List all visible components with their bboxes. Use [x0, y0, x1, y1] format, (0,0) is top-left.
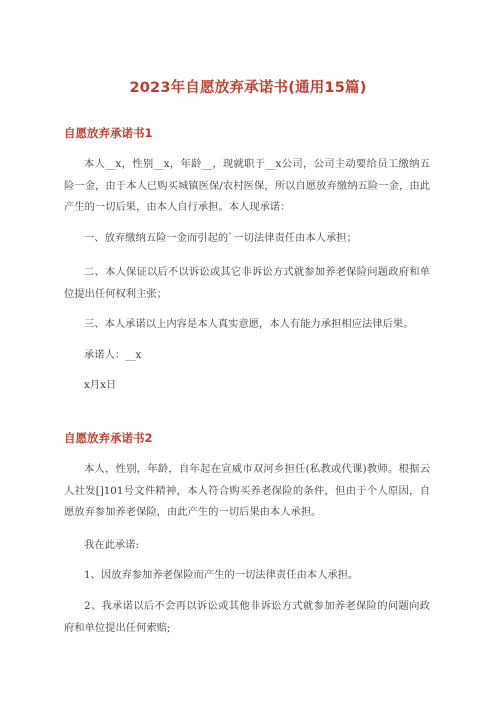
document-title: 2023年自愿放弃承诺书(通用15篇) [129, 80, 367, 96]
paragraph: 我在此承诺: [84, 539, 139, 551]
date-line: x月x日 [84, 379, 117, 391]
paragraph: 三、本人承诺以上内容是本人真实意愿，本人有能力承担相应法律后果。 [84, 318, 414, 330]
paragraph: 本人，性别，年龄，自年起在宣威市双河乡担任(私教或代课)教师。根据云人社发[]101号文件精神，本人符合购买养老保险的条件，但由于个人原因，自愿放弃参加养老保险，由此产生的一切后果由本人承担。 [64, 463, 430, 518]
paragraph: 本人__x，性别__x，年龄__，现就职于__x公司，公司主动要给员工缴纳五险一金，由于本人已购买城镇医保/农村医保，所以自愿放弃缴纳五险一金，由此产生的一切后果，由本人自行承担。本人现承诺： [64, 158, 430, 213]
paragraph: 一、放弃缴纳五险一金而引起的`一切法律责任由本人承担； [84, 232, 357, 244]
section-heading-2: 自愿放弃承诺书2 [64, 431, 153, 445]
section-heading-1: 自愿放弃承诺书1 [64, 126, 153, 140]
paragraph: 1、因放弃参加养老保险而产生的一切法律责任由本人承担。 [84, 569, 359, 581]
paragraph: 2、我承诺以后不会再以诉讼或其他非诉讼方式就参加养老保险的问题向政府和单位提出任何索赔; [64, 600, 430, 634]
signatory-line: 承诺人：__x [84, 349, 142, 361]
paragraph: 二、本人保证以后不以诉讼或其它非诉讼方式就参加养老保险问题政府和单位提出任何权利主张； [64, 266, 430, 300]
